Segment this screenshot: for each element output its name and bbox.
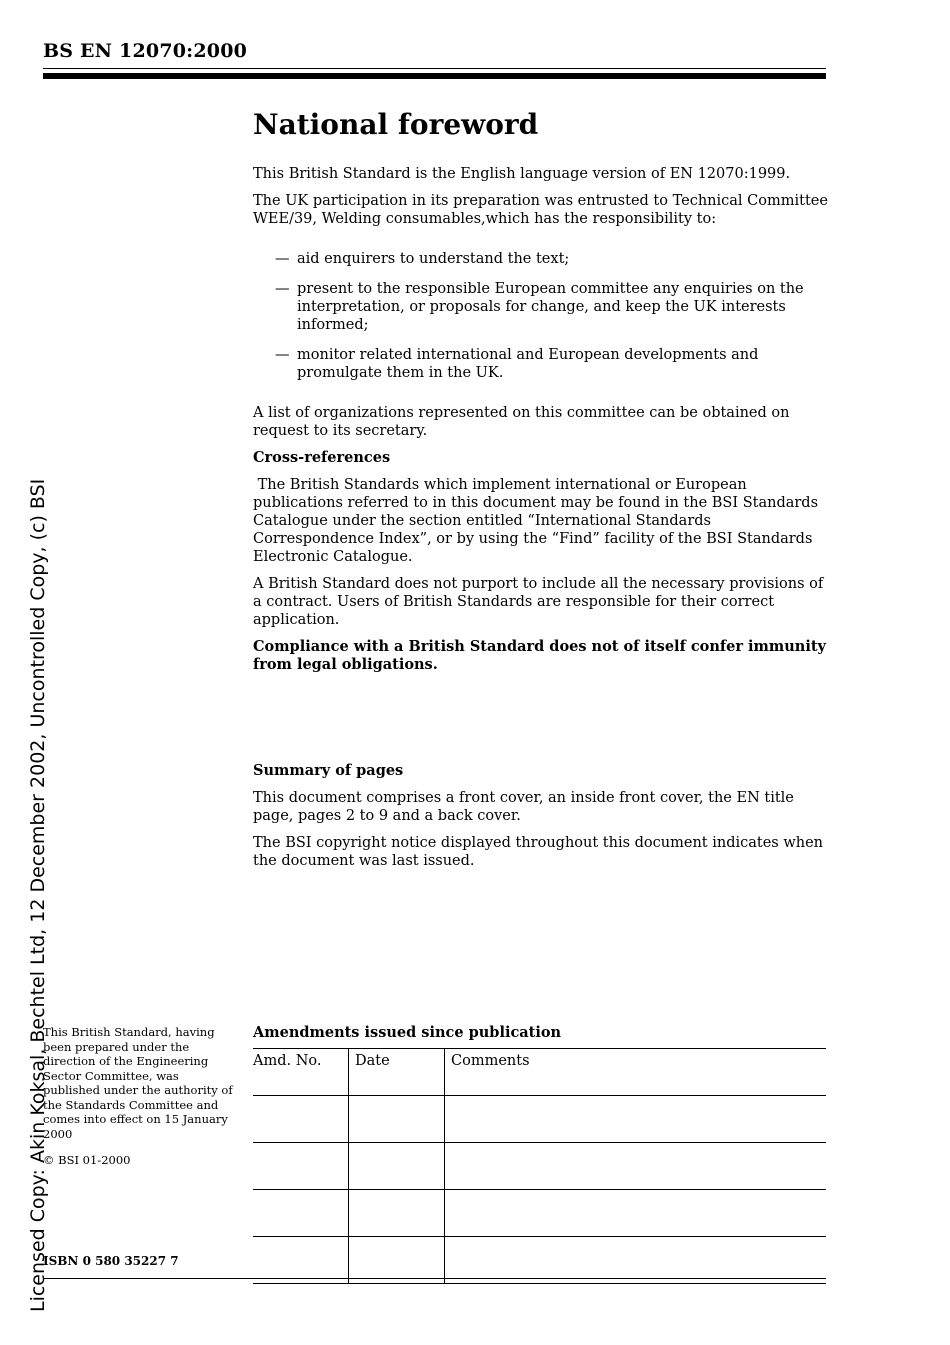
- list-item: [253, 250, 828, 268]
- header-rule-thick: [43, 73, 826, 79]
- table-cell: [253, 1237, 349, 1284]
- table-cell: [445, 1190, 827, 1237]
- table-row: [253, 1143, 826, 1190]
- copyright-notice: © BSI 01-2000: [43, 1153, 131, 1167]
- table-cell: [253, 1190, 349, 1237]
- responsibility-list: [253, 250, 828, 382]
- table-header-row: [253, 1049, 826, 1096]
- intro-paragraph-1: This British Standard is the English language version of EN 12070:1999.: [253, 166, 791, 182]
- intro-paragraph-2: The UK participation in its preparation was entrusted to Technical Committee WEE/39, Welding consumables,which has the responsibility to:: [253, 193, 828, 227]
- summary-paragraph-1: This document comprises a front cover, an inside front cover, the EN title page, pages 2 to 9 and a back cover.: [253, 790, 794, 824]
- isbn: ISBN 0 580 35227 7: [43, 1254, 179, 1268]
- cross-references-text: The British Standards which implement international or European publications referred to in this document may be found in the BSI Standards Catalogue under the section entitled “International Standards Correspondence Index”, or by using the “Find” facility of the BSI Standards Electronic Catalogue.: [253, 477, 823, 565]
- table-cell: [445, 1237, 827, 1284]
- list-item-text: aid enquirers to understand the text;: [297, 251, 570, 267]
- table-cell: [445, 1143, 827, 1190]
- license-watermark: Licensed Copy: Akin Koksal, Bechtel Ltd, 12 December 2002, Uncontrolled Copy, (c) BSI: [27, 478, 49, 1312]
- summary-heading: Summary of pages: [253, 762, 404, 779]
- table-cell: [349, 1190, 445, 1237]
- table-cell: [253, 1143, 349, 1190]
- dash-marker: —: [275, 347, 290, 363]
- column-header-amd-no: Amd. No.: [253, 1049, 349, 1096]
- committee-note: A list of organizations represented on this committee can be obtained on request to its secretary.: [253, 405, 790, 439]
- footer-rule: [43, 1278, 826, 1279]
- table-cell: [349, 1237, 445, 1284]
- cross-references-heading: Cross-references: [253, 449, 391, 466]
- list-item: [253, 346, 828, 382]
- purport-note: A British Standard does not purport to include all the necessary provisions of a contract. Users of British Standards are responsible for their correct application.: [253, 576, 824, 628]
- list-item: [253, 280, 828, 334]
- dash-marker: —: [275, 251, 290, 267]
- amendments-heading: Amendments issued since publication: [253, 1024, 562, 1041]
- list-item-text: present to the responsible European committee any enquiries on the interpretation, or proposals for change, and keep the UK interests informed;: [297, 281, 804, 333]
- header-rule-thin: [43, 68, 826, 69]
- table-cell: [253, 1096, 349, 1143]
- amendments-table: [253, 1048, 826, 1284]
- publication-note: This British Standard, having been prepared under the direction of the Engineering Sector Committee, was published under the authority of the Standards Committee and comes into effect on 15 January 2000: [43, 1025, 233, 1141]
- foreword-body: [253, 108, 828, 683]
- dash-marker: —: [275, 281, 290, 297]
- table-row: [253, 1096, 826, 1143]
- summary-section: [253, 762, 828, 879]
- document-code: BS EN 12070:2000: [43, 40, 248, 62]
- compliance-note: Compliance with a British Standard does not of itself confer immunity from legal obligations.: [253, 638, 826, 673]
- page-title: National foreword: [253, 108, 539, 141]
- column-header-comments: Comments: [445, 1049, 827, 1096]
- list-item-text: monitor related international and European developments and promulgate them in the UK.: [297, 347, 759, 381]
- summary-paragraph-2: The BSI copyright notice displayed throughout this document indicates when the document was last issued.: [253, 835, 824, 869]
- table-cell: [349, 1143, 445, 1190]
- table-row: [253, 1237, 826, 1284]
- table-row: [253, 1190, 826, 1237]
- table-cell: [349, 1096, 445, 1143]
- table-cell: [445, 1096, 827, 1143]
- column-header-date: Date: [349, 1049, 445, 1096]
